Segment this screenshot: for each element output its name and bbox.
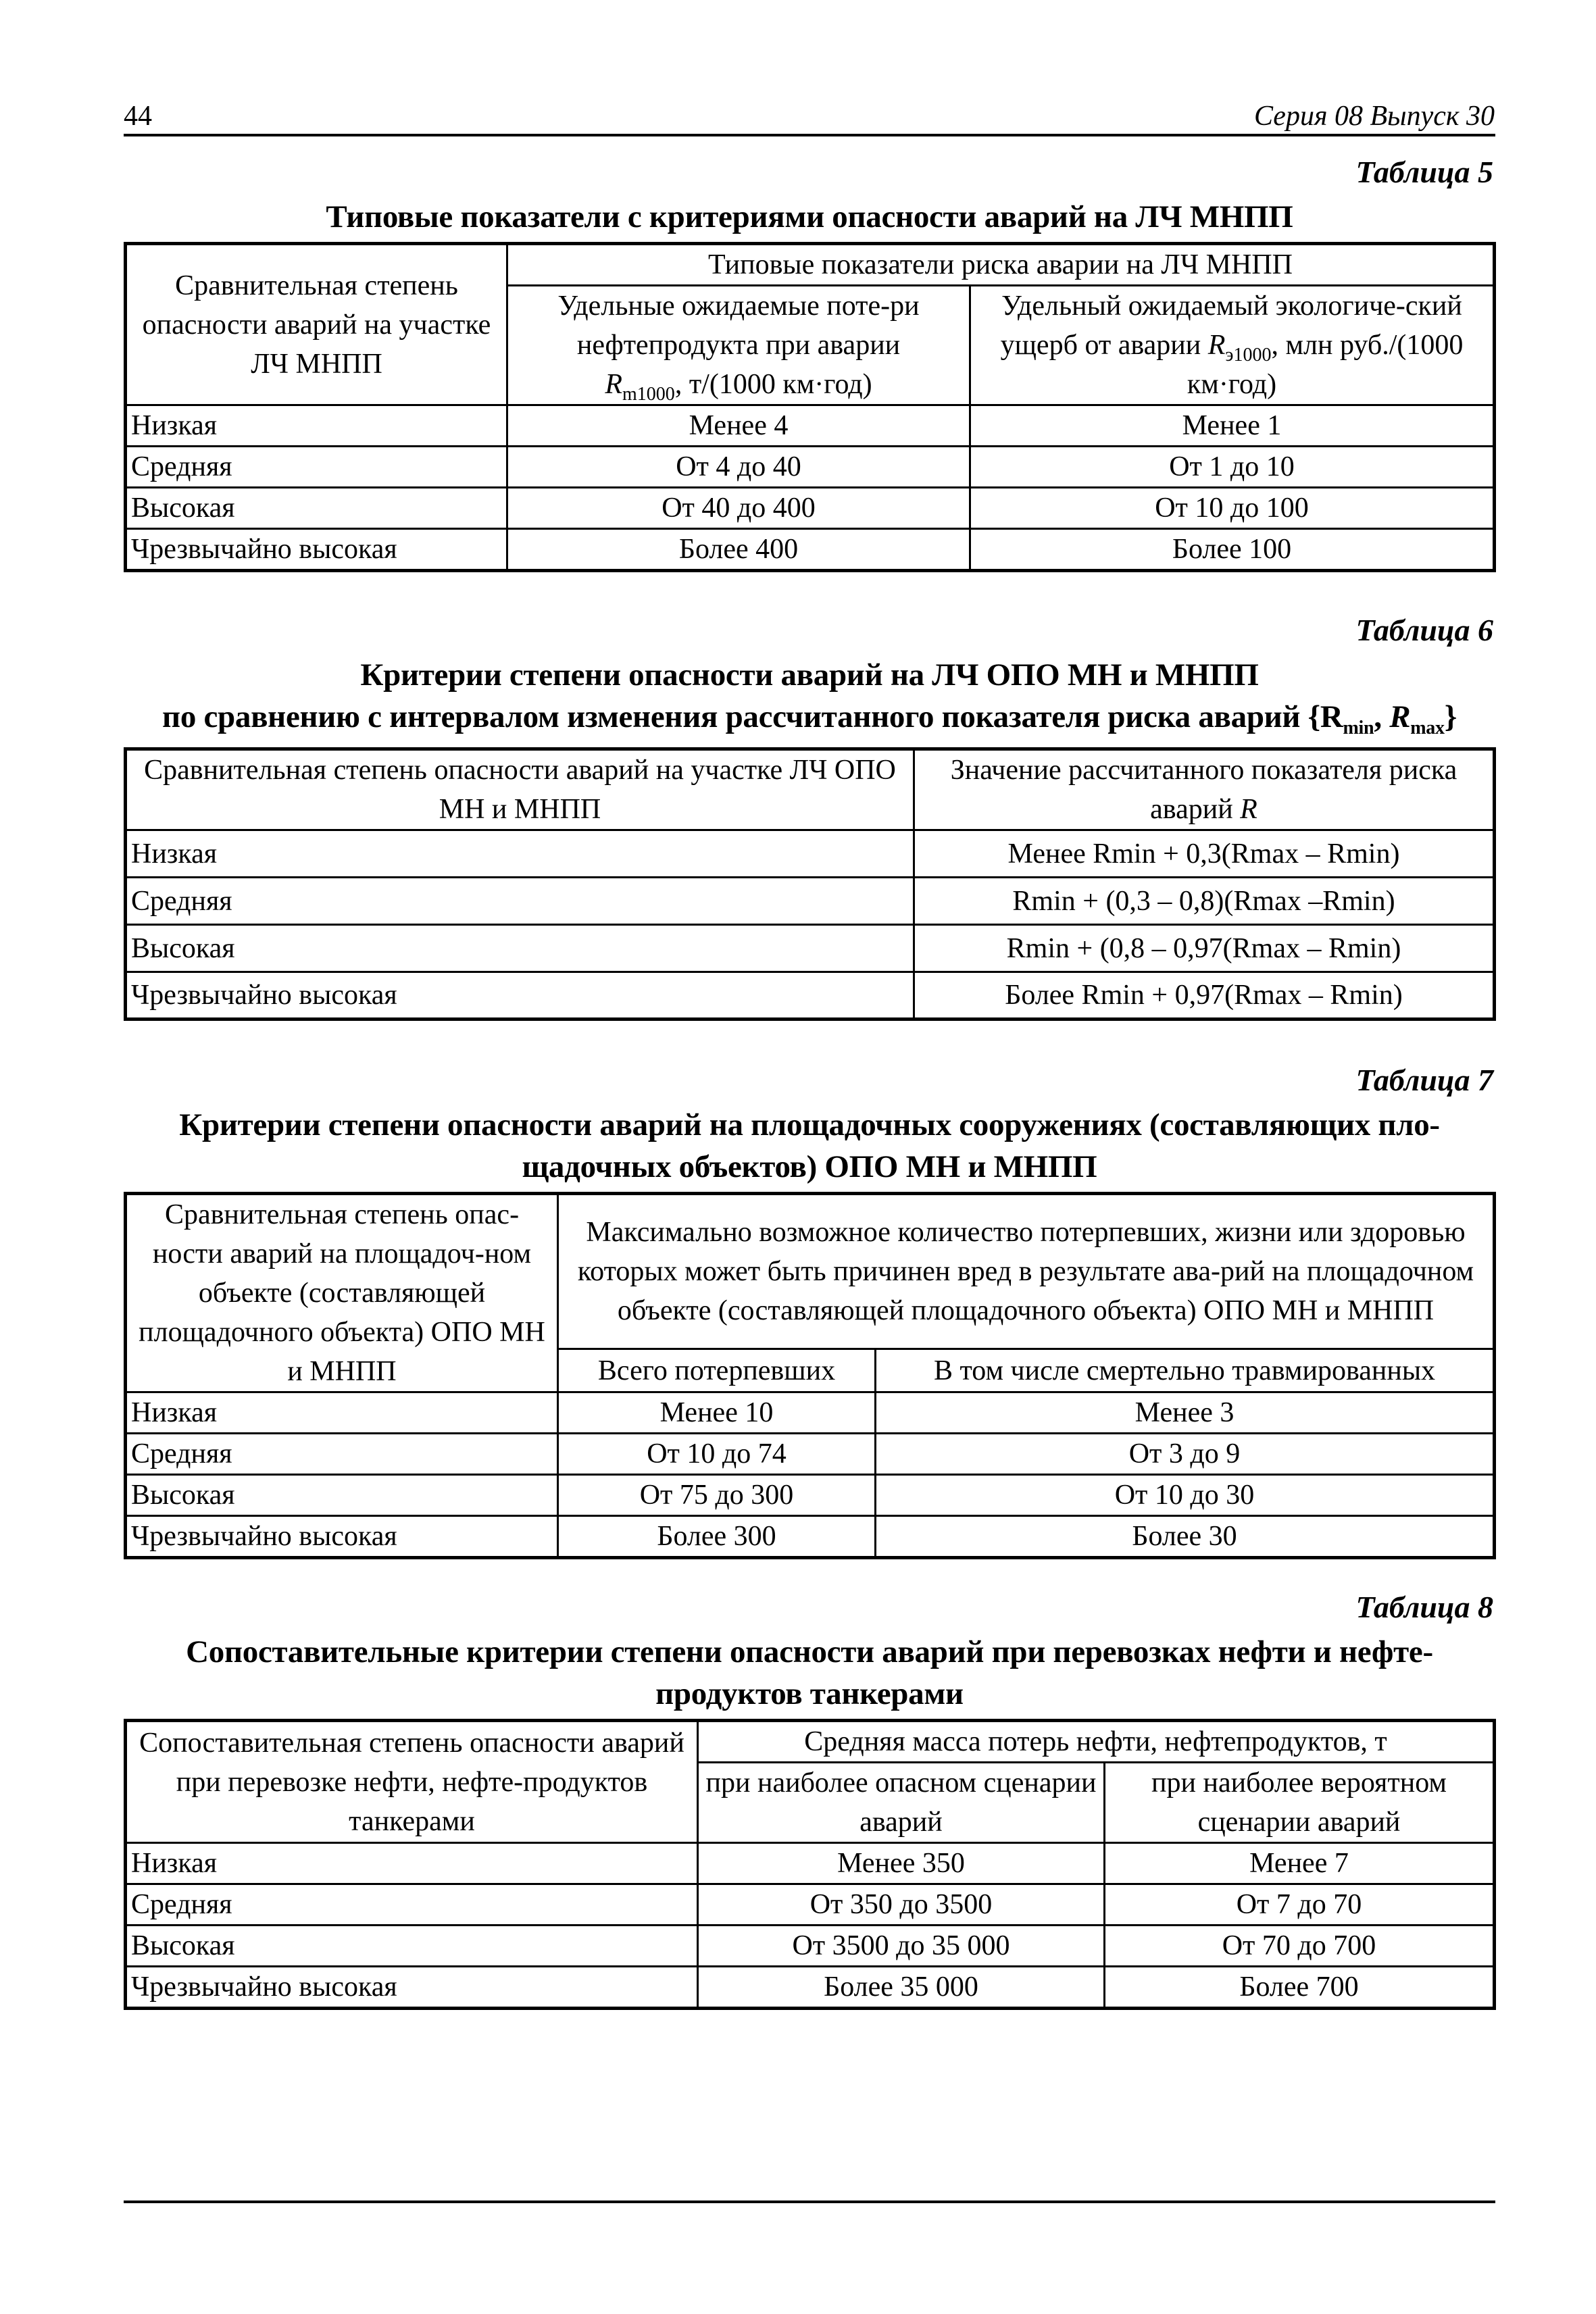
table-row: Высокая От 75 до 300 От 10 до 30 [126, 1475, 1495, 1516]
table7-col2-header: Всего потерпевших [558, 1349, 876, 1392]
table7-group-header: Максимально возможное количество потерпевших, жизни или здоровью которых может быть причинен вред в результате ава-рий на площадочном объекте (составляющей площадочного объекта) ОПО МН и МНПП [558, 1194, 1495, 1349]
header-rule [124, 134, 1495, 136]
table-row: Низкая Менее 4 Менее 1 [126, 405, 1495, 447]
table-row: Средняя Rmin + (0,3 – 0,8)(Rmax –Rmin) [126, 878, 1495, 925]
footer-rule [124, 2200, 1495, 2203]
table-row: Низкая Менее 350 Менее 7 [126, 1843, 1495, 1884]
table6-title-line2: по сравнению с интервалом изменения рассчитанного показателя риска аварий {$R_{min}$, $R_{max}$} [162, 699, 1457, 738]
table-row: Низкая Менее 10 Менее 3 [126, 1392, 1495, 1434]
table5-label: Таблица 5 [1355, 155, 1493, 189]
table-row: Чрезвычайно высокая Более Rmin + 0,97(Rmax – Rmin) [126, 972, 1495, 1020]
table-row: Высокая От 3500 до 35 000 От 70 до 700 [126, 1926, 1495, 1967]
table8-col2-header: при наиболее опасном сценарии аварий [698, 1763, 1105, 1843]
table8-col1-header: Сопоставительная степень опасности аварий при перевозке нефти, нефте-продуктов танкерами [126, 1721, 698, 1843]
page-number: 44 [124, 101, 152, 132]
table6 [124, 747, 1496, 1021]
table-row: Чрезвычайно высокая Более 400 Более 100 [126, 529, 1495, 571]
table6-label: Таблица 6 [1355, 613, 1493, 647]
table8-col3-header: при наиболее вероятном сценарии аварий [1105, 1763, 1495, 1843]
table7-col1-header: Сравнительная степень опас-ности аварий на площадоч-ном объекте (составляющей площадочного объекта) ОПО МН и МНПП [126, 1194, 558, 1392]
table-row: Высокая Rmin + (0,8 – 0,97(Rmax – Rmin) [126, 925, 1495, 972]
series-label: Серия 08 Выпуск 30 [1254, 101, 1495, 132]
table-row: Чрезвычайно высокая Более 35 000 Более 700 [126, 1967, 1495, 2009]
table7 [124, 1192, 1496, 1559]
table8-title: Сопоставительные критерии степени опасности аварий при перевозках нефти и нефте-продуктов танкерами [186, 1634, 1433, 1711]
table7-col3-header: В том числе смертельно травмированных [876, 1349, 1495, 1392]
table-row: Чрезвычайно высокая Более 300 Более 30 [126, 1516, 1495, 1558]
table6-title-line1: Критерии степени опасности аварий на ЛЧ ОПО МН и МНПП [360, 657, 1259, 693]
table5-col2-header: Удельные ожидаемые поте-ри нефтепродукта при аварии $R_{m1000}$, т/(1000 км·год) [507, 286, 970, 405]
table8 [124, 1719, 1496, 2010]
table5-title: Типовые показатели с критериями опасности аварий на ЛЧ МНПП [326, 199, 1293, 234]
table8-group-header: Средняя масса потерь нефти, нефтепродуктов, т [698, 1721, 1495, 1763]
table6-col2-header: Значение рассчитанного показателя риска аварий R [914, 749, 1495, 830]
table-row: Низкая Менее Rmin + 0,3(Rmax – Rmin) [126, 830, 1495, 878]
table5-col3-header: Удельный ожидаемый экологиче-ский ущерб от аварии $R_{э1000}$, млн руб./(1000 км·год) [970, 286, 1495, 405]
table-row: Высокая От 40 до 400 От 10 до 100 [126, 488, 1495, 529]
table7-title: Критерии степени опасности аварий на площадочных сооружениях (составляющих пло-щадочных объектов) ОПО МН и МНПП [179, 1107, 1440, 1184]
table7-label: Таблица 7 [1355, 1063, 1493, 1097]
table6-col1-header: Сравнительная степень опасности аварий на участке ЛЧ ОПО МН и МНПП [126, 749, 914, 830]
table5-col1-header: Сравнительная степень опасности аварий на участке ЛЧ МНПП [126, 244, 507, 405]
table-row: Средняя От 10 до 74 От 3 до 9 [126, 1434, 1495, 1475]
table8-label: Таблица 8 [1355, 1590, 1493, 1624]
table5-group-header: Типовые показатели риска аварии на ЛЧ МНПП [507, 244, 1495, 286]
table-row: Средняя От 350 до 3500 От 7 до 70 [126, 1884, 1495, 1926]
table-row: Средняя От 4 до 40 От 1 до 10 [126, 447, 1495, 488]
table5 [124, 242, 1496, 572]
